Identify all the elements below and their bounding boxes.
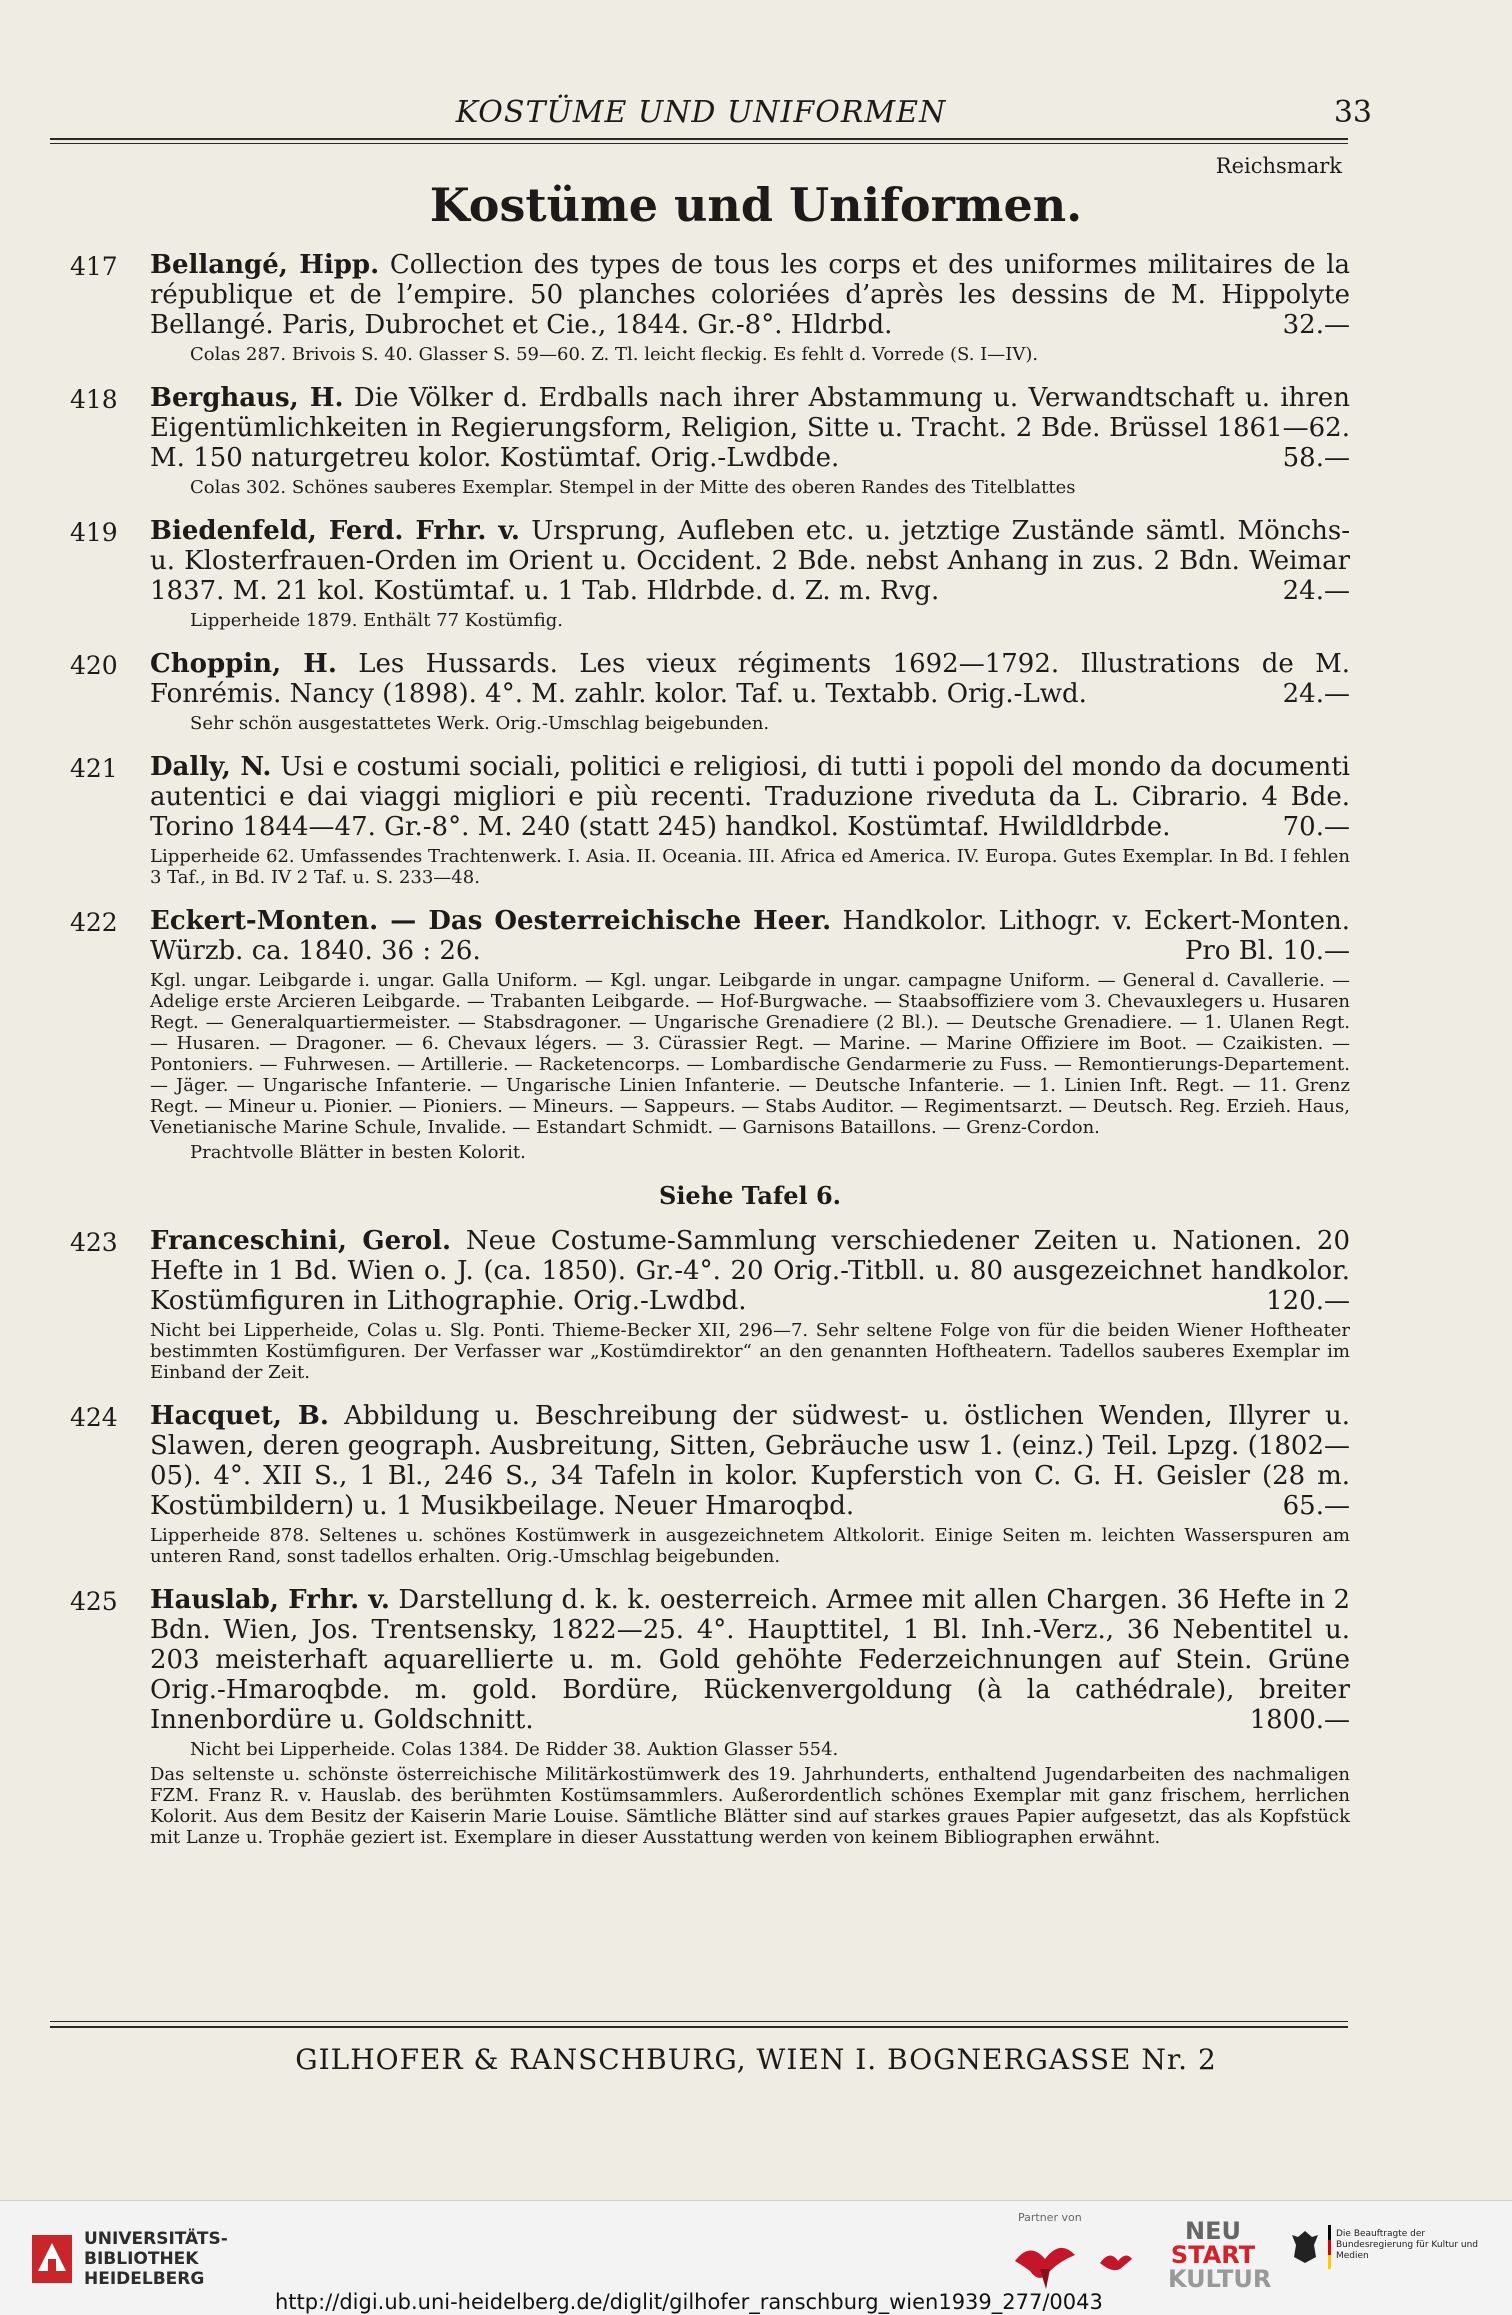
catalog-entry <box>60 383 1350 498</box>
entry-body <box>150 1226 1350 1316</box>
entry-author: Berghaus, H. <box>150 383 344 413</box>
entry-note: Colas 302. Schönes sauberes Exemplar. Stempel in der Mitte des oberen Randes des Titelblattes <box>190 477 1076 498</box>
library-logo-text[interactable]: UNIVERSITÄTS- BIBLIOTHEK HEIDELBERG <box>84 2229 228 2289</box>
entry-body <box>150 649 1350 709</box>
entry-price: 32.— <box>1282 310 1350 340</box>
neustart-kultur-logo[interactable]: NEU START KULTUR <box>1168 2217 1272 2293</box>
catalog-entry <box>60 516 1350 631</box>
entry-author: Hacquet, B. <box>150 1401 329 1431</box>
entry-body <box>150 752 1350 842</box>
entry-description: Ursprung, Aufleben etc. u. jetztige Zustände sämtl. Mönchs- u. Klosterfrauen-Orden im Orient u. Occident. 2 Bde. nebst Anhang in zus. 2 Bdn. Weimar 1837. M. 21 kol. Kostümtaf. u. 1 Tab. Hldrbde. d. Z. m. Rvg. <box>150 516 1351 606</box>
entry-author: Bellangé, Hipp. <box>150 250 380 280</box>
entry-author: Eckert-Monten. — Das Oesterreichische Heer. <box>150 906 832 936</box>
entry-description: Die Völker d. Erdballs nach ihrer Abstammung u. Verwandtschaft u. ihren Eigentümlichkeiten in Regierungsform, Religion, Sitte u. Tracht. 2 Bde. Brüssel 1861—62. M. 150 naturgetreu kolor. Kostümtaf. Orig.-Lwdbde. <box>150 383 1350 473</box>
entry-description: Darstellung d. k. k. oesterreich. Armee mit allen Chargen. 36 Hefte in 2 Bdn. Wien, Jos. Trentsensky, 1822—25. 4°. Haupttitel, 1 Bl. Inh.-Verz., 36 Nebentitel u. 203 meisterhaft aquarellierte u. m. Gold gehöhte Federzeichnungen auf Stein. Grüne Orig.-Hmaroqbde. m. gold. Bordüre, Rückenvergoldung (à la cathédrale), breiter Innenbordüre u. Goldschnitt. <box>150 1585 1350 1735</box>
entry-description: Les Hussards. Les vieux régiments 1692—1792. Illustrations de M. Fonrémis. Nancy (1898). 4°. M. zahlr. kolor. Taf. u. Textabb. Orig.-Lwd. <box>150 649 1351 709</box>
entry-description: Neue Costume-Sammlung verschiedener Zeiten u. Nationen. 20 Hefte in 1 Bd. Wien o. J. (ca. 1850). Gr.-4°. 20 Orig.-Titbll. u. 80 ausgezeichnet handkolor. Kostümfiguren in Lithographie. Orig.-Lwdbd. <box>150 1226 1351 1316</box>
federal-eagle-icon <box>1290 2227 1320 2267</box>
bund-text: Die Beauftragte der Bundesregierung für Kultur und Medien <box>1336 2229 1479 2261</box>
entry-body <box>150 1585 1350 1735</box>
catalog-entries <box>60 250 1350 1866</box>
header-rule <box>50 138 1348 140</box>
entry-number: 418 <box>70 385 118 414</box>
bund-logo[interactable] <box>1290 2221 1490 2301</box>
publisher-line: GILHOFER & RANSCHBURG, WIEN I. BOGNERGASSE Nr. 2 <box>295 2043 1217 2076</box>
entry-number: 424 <box>70 1403 118 1432</box>
section-title: Kostüme und Uniformen. <box>429 178 1083 232</box>
entry-author: Hauslab, Frhr. v. <box>150 1585 390 1615</box>
plate-reference: Siehe Tafel 6. <box>658 1181 842 1210</box>
catalog-entry <box>60 649 1350 734</box>
entry-price: Pro Bl. 10.— <box>1184 936 1350 966</box>
running-title: KOSTÜME UND UNIFORMEN <box>455 95 947 130</box>
entry-note: Lipperheide 62. Umfassendes Trachtenwerk. I. Asia. II. Oceania. III. Africa ed America. IV. Europa. Gutes Exemplar. In Bd. I fehlen 3 Taf., in Bd. IV 2 Taf. u. S. 233—48. <box>150 846 1350 888</box>
entry-price: 24.— <box>1282 679 1350 709</box>
entry-number: 422 <box>70 908 118 937</box>
entry-number: 421 <box>70 754 118 783</box>
entry-price: 1800.— <box>1249 1705 1350 1735</box>
catalog-entry <box>60 752 1350 888</box>
entry-description: Collection des types de tous les corps et des uniformes militaires de la république et de l’empire. 50 planches coloriées d’après les dessins de M. Hippolyte Bellangé. Paris, Dubrochet et Cie., 1844. Gr.-8°. Hldrbd. <box>150 250 1351 340</box>
entry-note: Nicht bei Lipperheide, Colas u. Slg. Ponti. Thieme-Becker XII, 296—7. Sehr seltene Folge von für die beiden Wiener Hoftheater bestimmten Kostümfiguren. Der Verfasser war „Kostümdirektor“ an den genannten Hoftheatern. Tadellos sauberes Exemplar im Einband der Zeit. <box>150 1320 1350 1383</box>
entry-author: Biedenfeld, Ferd. Frhr. v. <box>150 516 520 546</box>
entry-body <box>150 383 1350 473</box>
entry-note: Kgl. ungar. Leibgarde i. ungar. Galla Uniform. — Kgl. ungar. Leibgarde in ungar. campagne Uniform. — General d. Cavallerie. — Adelige erste Arcieren Leibgarde. — Trabanten Leibgarde. — Hof-Burgwache. — Staabsoffiziere vom 3. Chevauxlegers u. Husaren Regt. — Generalquartiermeister. — Stabsdragoner. — Ungarische Grenadiere (2 Bl.). — Deutsche Grenadiere. — 1. Ulanen Regt. — Husaren. — Dragoner. — 6. Chevaux légers. — 3. Cürassier Regt. — Marine. — Marine Offiziere im Boot. — Czaikisten. — Pontoniers. — Fuhrwesen. — Artillerie. — Racketencorps. — Lombardische Gendarmerie zu Fuss. — Remontierungs-Departement. — Jäger. — Ungarische Infanterie. — Ungarische Linien Infanterie. — Deutsche Infanterie. — 1. Linien Inft. Regt. — 11. Grenz Regt. — Mineur u. Pionier. — Pioniers. — Mineurs. — Sappeurs. — Stabs Auditor. — Regimentsarzt. — Deutsch. Reg. Erzieh. Haus, Venetianische Marine Schule, Invalide. — Estandart Schmidt. — Garnisons Bataillons. — Grenz-Cordon. <box>150 970 1350 1138</box>
flag-stripe-icon <box>1328 2225 1331 2269</box>
entry-body <box>150 906 1350 966</box>
catalog-entry <box>60 1401 1350 1567</box>
footer-rule-thin <box>50 2021 1348 2022</box>
entry-note: Nicht bei Lipperheide. Colas 1384. De Ridder 38. Auktion Glasser 554. <box>190 1739 839 1760</box>
entry-number: 417 <box>70 252 118 281</box>
entry-price: 65.— <box>1282 1491 1350 1521</box>
partner-label: Partner von <box>1018 2211 1082 2224</box>
entry-note: Sehr schön ausgestattetes Werk. Orig.-Umschlag beigebunden. <box>190 713 770 734</box>
entry-number: 419 <box>70 518 118 547</box>
entry-number: 423 <box>70 1228 118 1257</box>
entry-note: Lipperheide 878. Seltenes u. schönes Kostümwerk in ausgezeichnetem Altkolorit. Einige Seiten m. leichten Wasserspuren am unteren Rand, sonst tadellos erhalten. Orig.-Umschlag beigebunden. <box>150 1525 1350 1567</box>
catalog-entry <box>60 1226 1350 1383</box>
entry-price: 70.— <box>1282 812 1350 842</box>
entry-author: Dally, N. <box>150 752 272 782</box>
entry-description: Usi e costumi sociali, politici e religiosi, di tutti i popoli del mondo da documenti autentici e dai viaggi migliori e più recenti. Traduzione riveduta da L. Cibrario. 4 Bde. Torino 1844—47. Gr.-8°. M. 240 (statt 245) handkol. Kostümtaf. Hwildldrbde. <box>150 752 1350 842</box>
entry-body <box>150 1401 1350 1521</box>
page-url[interactable]: http://digi.ub.uni-heidelberg.de/diglit/gilhofer_ranschburg_wien1939_277/0043 <box>275 2290 1103 2314</box>
catalog-entry <box>60 906 1350 1163</box>
entry-price: 58.— <box>1282 443 1350 473</box>
deutsche-digitale-bibliothek-icon[interactable] <box>1010 2231 1080 2291</box>
catalog-entry <box>60 1585 1350 1848</box>
entry-number: 425 <box>70 1587 118 1616</box>
footer-rule <box>50 2026 1348 2028</box>
entry-number: 420 <box>70 651 118 680</box>
entry-body <box>150 250 1350 340</box>
entry-description: Handkolor. Lithogr. v. Eckert-Monten. Würzb. ca. 1840. 36 : 26. <box>150 906 1350 966</box>
university-seal-icon <box>28 2231 76 2287</box>
currency-label: Reichsmark <box>1215 154 1342 178</box>
entry-body <box>150 516 1350 606</box>
entry-description: Abbildung u. Beschreibung der südwest- u. östlichen Wenden, Illyrer u. Slawen, deren geograph. Ausbreitung, Sitten, Gebräuche usw 1. (einz.) Teil. Lpzg. (1802—05). 4°. XII S., 1 Bl., 246 S., 34 Tafeln in kolor. Kupferstich von C. G. H. Geisler (28 m. Kostümbildern) u. 1 Musikbeilage. Neuer Hmaroqbd. <box>150 1401 1351 1521</box>
catalog-entry <box>60 250 1350 365</box>
running-head <box>60 95 1372 135</box>
page-number: 33 <box>1333 95 1372 130</box>
entry-price: 120.— <box>1266 1286 1350 1316</box>
entry-note: Lipperheide 1879. Enthält 77 Kostümfig. <box>190 610 563 631</box>
entry-price: 24.— <box>1282 576 1350 606</box>
entry-author: Choppin, H. <box>150 649 337 679</box>
partner-bird-icon <box>1096 2243 1136 2283</box>
entry-author: Franceschini, Gerol. <box>150 1226 452 1256</box>
entry-note: Das seltenste u. schönste österreichische Militärkostümwerk des 19. Jahrhunderts, enthaltend Jugendarbeiten des nachmaligen FZM. Franz R. v. Hauslab. des berühmten Kostümsammlers. Außerordentlich schönes Exemplar mit ganz frischem, herrlichen Kolorit. Aus dem Besitz der Kaiserin Marie Louise. Sämtliche Blätter sind auf starkes graues Papier aufgesetzt, das als Kopfstück mit Lanze u. Trophäe geziert ist. Exemplare in dieser Ausstattung werden von keinem Bibliographen erwähnt. <box>150 1764 1350 1848</box>
header-rule-thin <box>50 143 1348 144</box>
entry-note: Colas 287. Brivois S. 40. Glasser S. 59—60. Z. Tl. leicht fleckig. Es fehlt d. Vorrede (S. I—IV). <box>190 344 1039 365</box>
entry-note: Prachtvolle Blätter in besten Kolorit. <box>190 1142 526 1163</box>
